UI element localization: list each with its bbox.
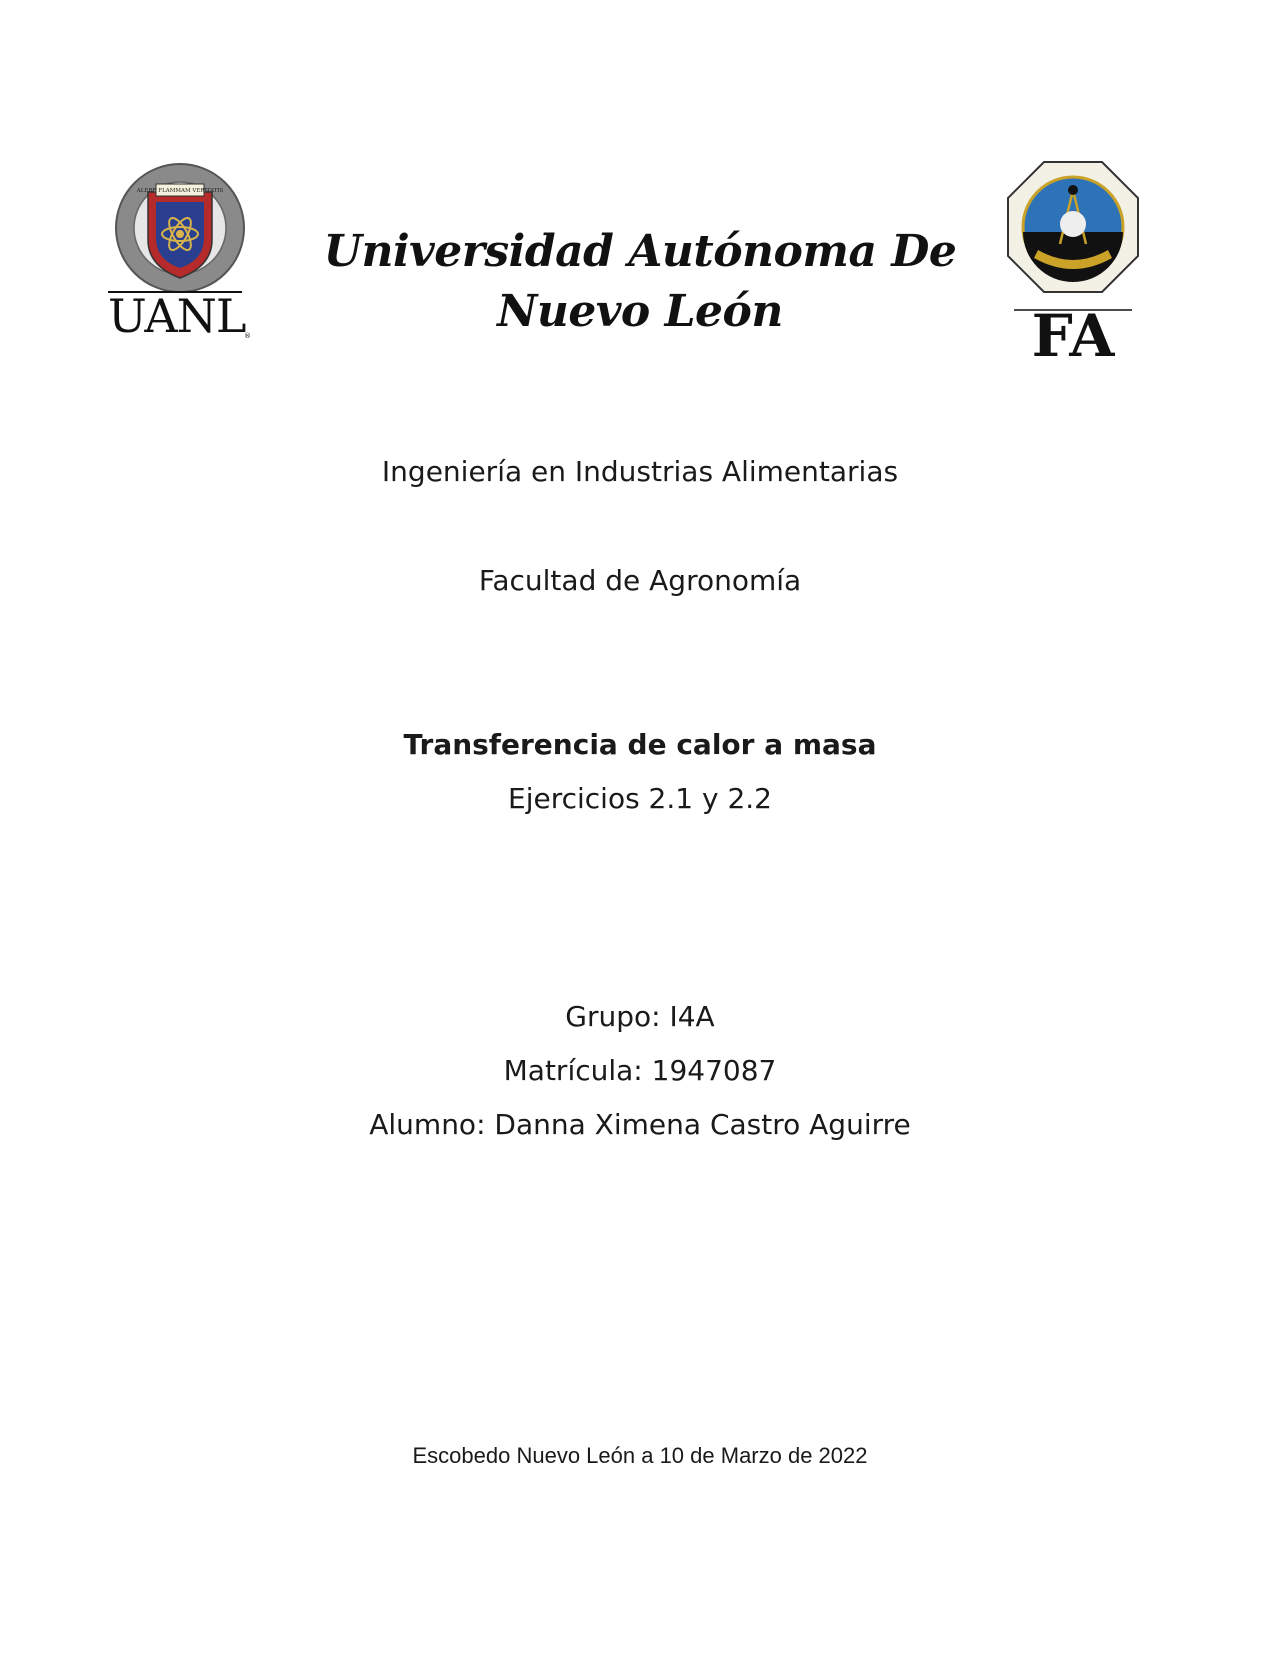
- university-title-line2: Nuevo León: [497, 286, 783, 337]
- uanl-acronym: UANL: [108, 289, 246, 343]
- uanl-logo: [108, 162, 266, 358]
- exercise-label: Ejercicios 2.1 y 2.2: [508, 782, 772, 815]
- career-name: Ingeniería en Industrias Alimentarias: [381, 455, 899, 488]
- matricula-label: Matrícula: 1947087: [503, 1054, 777, 1087]
- group-label: Grupo: I4A: [565, 1000, 715, 1033]
- svg-text:®: ®: [244, 332, 251, 340]
- subject-title: Transferencia de calor a masa: [403, 728, 877, 761]
- uanl-motto: ALERE FLAMMAM VERITATIS: [136, 188, 224, 194]
- university-title: [300, 222, 980, 342]
- fa-acronym: FA: [1031, 302, 1115, 360]
- university-title-line1: Universidad Autónoma De: [323, 226, 957, 277]
- place-date: Escobedo Nuevo León a 10 de Marzo de 2022: [412, 1443, 868, 1468]
- fa-logo: [1000, 160, 1146, 360]
- student-name: Alumno: Danna Ximena Castro Aguirre: [369, 1108, 911, 1141]
- faculty-name: Facultad de Agronomía: [478, 564, 802, 597]
